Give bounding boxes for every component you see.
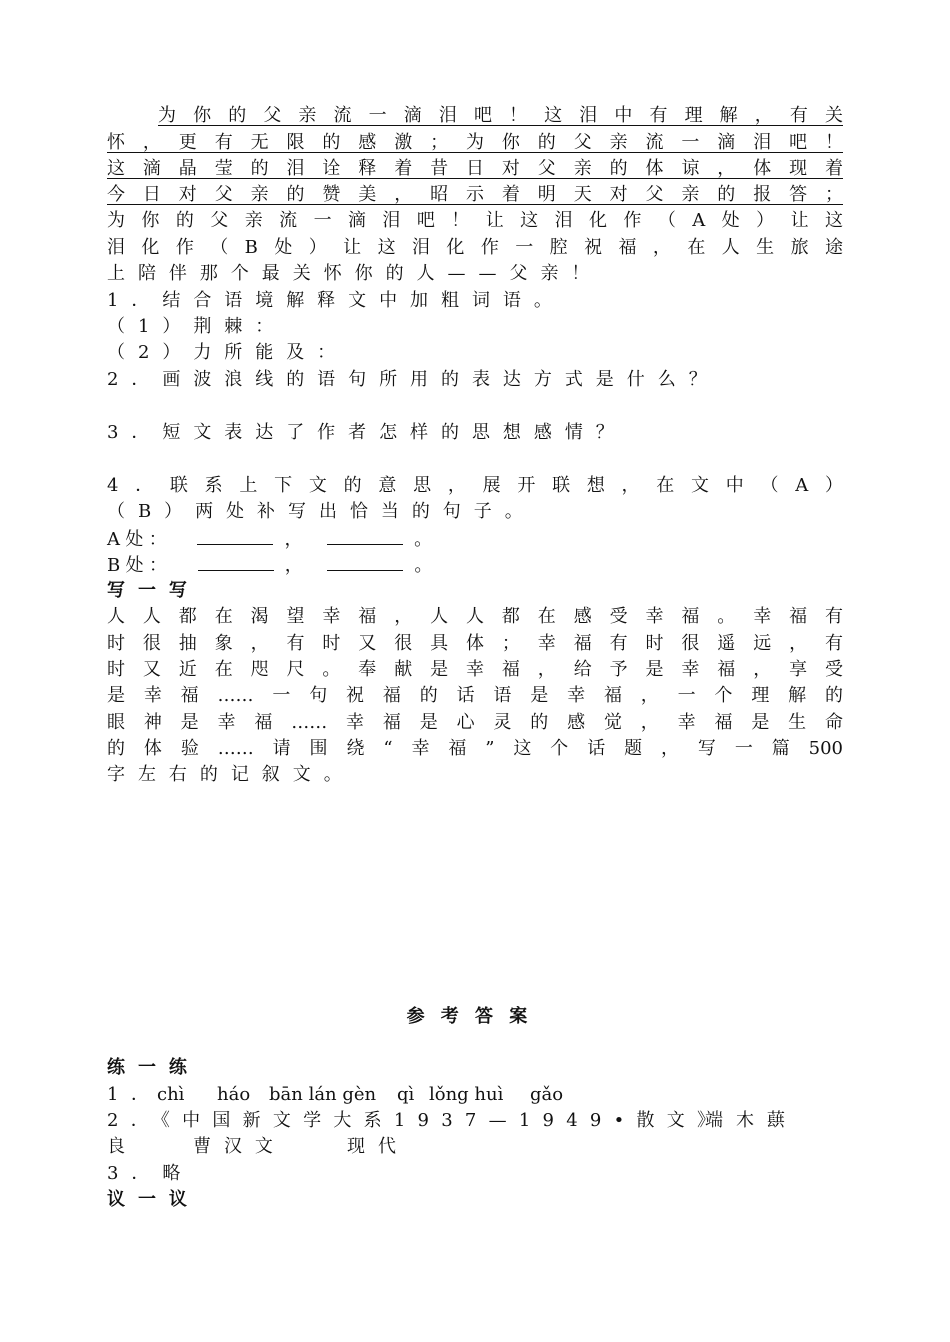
answer-b-row (107, 552, 843, 578)
question-1: 1．结合语境解释文中加粗词语。 (107, 290, 565, 311)
answer-2-author-part-1: 端木蕻 (705, 1110, 798, 1131)
question-4-line-1: 4．联系上下文的意思，展开联想，在文中（A） (107, 475, 843, 496)
answer-1-pinyin-6: gǎo (530, 1084, 564, 1105)
answer-2-book: 2．《中国新文学大系1937—1949•散文》 (107, 1110, 728, 1131)
answer-a-comma: ， (284, 529, 308, 550)
writing-line-3: 时又近在咫尺。奉献是幸福，给予是幸福，享受 (107, 659, 843, 680)
answer-2-author-part-2: 良 (107, 1136, 138, 1157)
answer-b-blank-1[interactable] (198, 552, 274, 571)
writing-line-5: 眼神是幸福……幸福是心灵的感觉，幸福是生命 (107, 712, 843, 733)
answer-a-row (107, 526, 843, 552)
answer-a-blank-1[interactable] (197, 526, 273, 545)
passage-line-3: 这滴晶莹的泪诠释着昔日对父亲的体谅，体现着 (107, 158, 843, 179)
answer-1-pinyin-5: lǒng huì (429, 1084, 504, 1105)
answer-1-pinyin-1: chì (157, 1084, 185, 1105)
writing-heading: 写一写 (107, 580, 200, 601)
answer-1-number: 1． (107, 1084, 162, 1105)
writing-line-6: 的体验……请围绕“幸福”这个话题，写一篇500 (107, 738, 843, 759)
answers-section-1: 练一练 (107, 1057, 200, 1078)
question-1-item-1: （1）荆棘： (107, 316, 287, 337)
passage-line-5: 为你的父亲流一滴泪吧！让这泪化作（A处）让这 (107, 210, 843, 231)
answer-2-author-2: 曹汉文 (193, 1136, 286, 1157)
answer-b-blank-2[interactable] (327, 552, 403, 571)
answer-3: 3．略 (107, 1163, 194, 1184)
answer-a-period: 。 (414, 529, 438, 550)
passage-line-1: 为你的父亲流一滴泪吧！这泪中有理解，有关 (158, 105, 843, 126)
question-1-item-2: （2）力所能及： (107, 342, 349, 363)
passage-line-4: 今日对父亲的赞美，昭示着明天对父亲的报答； (107, 184, 843, 205)
answer-a-blank-2[interactable] (327, 526, 403, 545)
answer-b-period: 。 (414, 555, 438, 576)
writing-line-2: 时很抽象，有时又很具体；幸福有时很遥远，有 (107, 633, 843, 654)
passage-line-7: 上陪伴那个最关怀你的人——父亲！ (107, 263, 603, 284)
answer-1-row (107, 1082, 843, 1108)
answer-2-line-2 (107, 1134, 843, 1160)
answer-2-line-1 (107, 1108, 843, 1134)
answer-2-period: 现代 (347, 1136, 409, 1157)
answer-b-label: B处： (107, 555, 173, 576)
answer-a-label: A处： (107, 529, 173, 550)
answers-title: 参考答案 (406, 1006, 544, 1027)
answers-section-2: 议一议 (107, 1189, 200, 1210)
passage-line-2: 怀，更有无限的感激；为你的父亲流一滴泪吧！ (107, 132, 843, 153)
question-2: 2．画波浪线的语句所用的表达方式是什么？ (107, 369, 720, 390)
writing-line-7: 字左右的记叙文。 (107, 764, 355, 785)
writing-line-4: 是幸福……一句祝福的话语是幸福，一个理解的 (107, 685, 843, 706)
answer-b-comma: ， (284, 555, 309, 576)
writing-line-1: 人人都在渴望幸福，人人都在感受幸福。幸福有 (107, 606, 843, 627)
answer-1-pinyin-2: háo (217, 1084, 251, 1105)
answer-1-pinyin-3: bān lán gèn (269, 1084, 377, 1105)
question-3: 3．短文表达了作者怎样的思想感情？ (107, 422, 627, 443)
answer-1-pinyin-4: qì (397, 1084, 415, 1105)
question-4-line-2: （B）两处补写出恰当的句子。 (107, 501, 536, 522)
passage-line-6: 泪化作（B处）让这泪化作一腔祝福，在人生旅途 (107, 237, 843, 258)
